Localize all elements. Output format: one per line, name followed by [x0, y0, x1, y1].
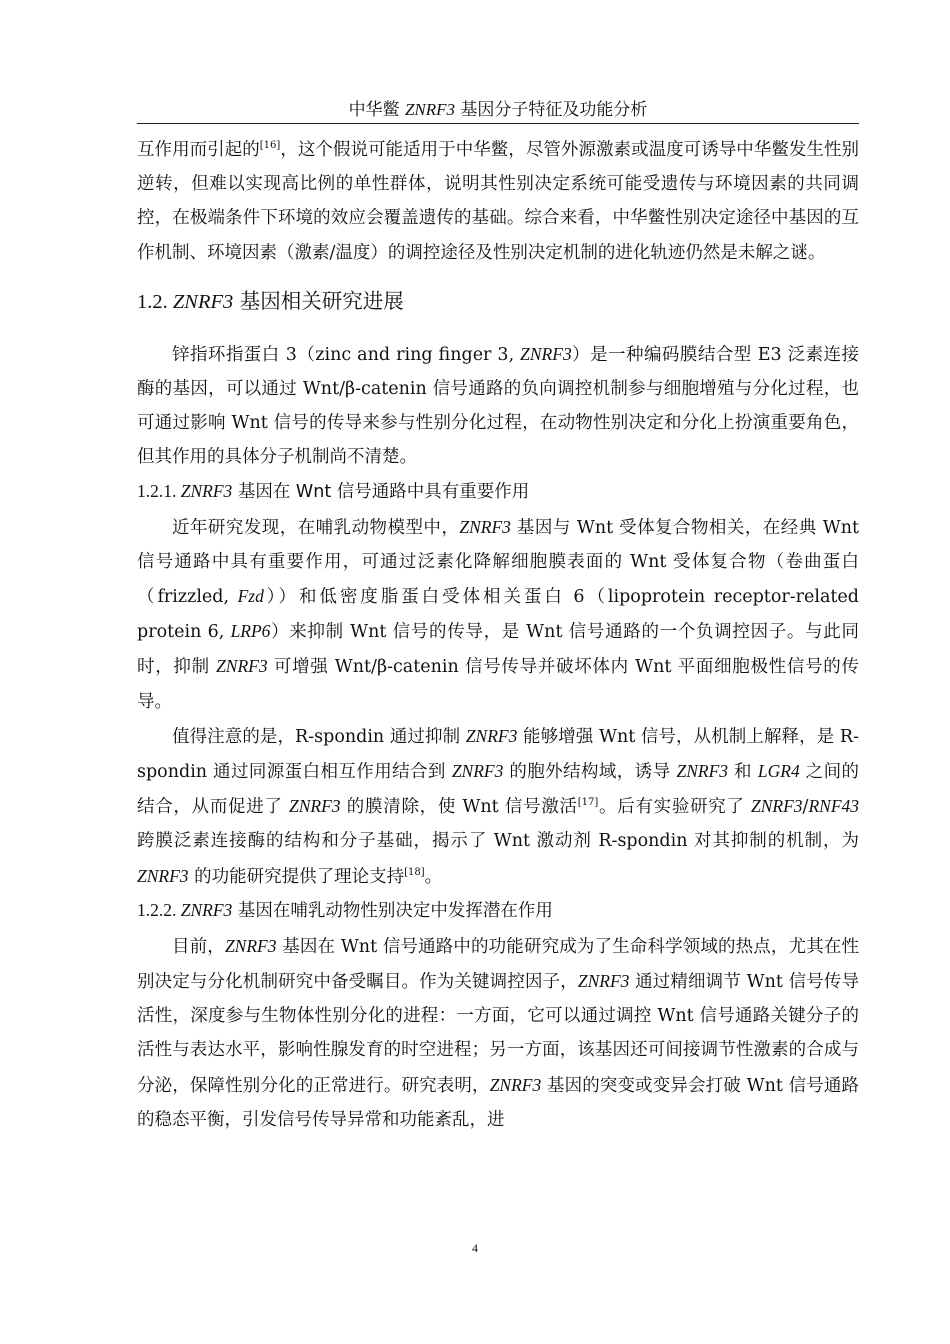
- section-number: 1.2.: [137, 290, 173, 313]
- gene-name: ZNRF3: [459, 516, 511, 537]
- text-run: 基因的突变或变异会打破 Wnt 信号通路的稳态平衡，引发信号传导异常和功能紊乱，进: [137, 1075, 859, 1130]
- paragraph-1-2-2: [137, 929, 859, 1137]
- text-run: 锌指环指蛋白 3（zinc and ring finger 3,: [172, 344, 521, 365]
- gene-name: LRP6: [230, 621, 271, 642]
- section-heading-1-2-1: [137, 476, 859, 507]
- page-number: 4: [472, 1241, 478, 1255]
- header-title-post: 基因分子特征及功能分析: [455, 100, 648, 120]
- header-gene-name: ZNRF3: [404, 100, 456, 119]
- text-run: 的膜清除，使 Wnt 信号激活: [340, 797, 578, 818]
- text-run: 近年研究发现，在哺乳动物模型中，: [172, 517, 460, 538]
- header-rule: [137, 123, 859, 124]
- text-run: ，这个假说可能适用于中华鳖，尽管外源激素或温度可诱导中华鳖发生性别逆转，但难以实现高比例的单性群体，说明其性别决定系统可能受遗传与环境因素的共同调控，在极端条件下环境的效应会覆盖遗传的基础。综合来看，中华鳖性别决定途径中基因的互作机制、环境因素（激素/温度）的调控途径及性别决定机制的进化轨迹仍然是未解之谜。: [137, 140, 860, 263]
- section-heading-1-2: [137, 286, 859, 317]
- text-run: 值得注意的是，R-spondin 通过抑制: [172, 726, 466, 747]
- gene-name: ZNRF3: [180, 899, 233, 920]
- text-run: 可增强 Wnt/β-catenin 信号传导并破坏体内 Wnt 平面细胞极性信号的传导。: [137, 657, 859, 712]
- text-run: 的功能研究提供了理论支持: [188, 866, 405, 887]
- gene-name: ZNRF3: [520, 343, 572, 364]
- gene-name: ZNRF3: [577, 971, 630, 992]
- section-heading-1-2-2: [137, 895, 859, 926]
- gene-name: ZNRF3: [172, 290, 234, 313]
- gene-name: RNF43: [808, 796, 860, 817]
- gene-name: Fzd: [237, 586, 264, 607]
- gene-name: ZNRF3: [465, 725, 518, 746]
- gene-name: ZNRF3: [216, 656, 268, 677]
- text-run: 基因在 Wnt 信号通路中的功能研究成为了生命科学领域的热点，尤其在性别决定与分化机制研究中备受瞩目。作为关键调控因子，: [137, 936, 860, 993]
- text-run: ）来抑制 Wnt 信号的传导，是 Wnt 信号通路的一个负调控因子。与此同时，抑制: [137, 622, 859, 678]
- gene-name: ZNRF3: [288, 796, 341, 817]
- text-run: 基因与 Wnt 受体复合物相关，在经典 Wnt 信号通路中具有重要作用，可通过泛素化降解细胞膜表面的 Wnt 受体复合物（卷曲蛋白（frizzled,: [137, 517, 860, 608]
- text-run: /: [802, 797, 809, 818]
- paragraph-1-2-1-b: [137, 719, 859, 894]
- page-body: [137, 133, 859, 1137]
- gene-name: LGR4: [757, 761, 800, 782]
- citation-17: [17]: [577, 797, 599, 809]
- citation-16: [16]: [259, 140, 281, 151]
- text-run: 和: [728, 762, 758, 783]
- gene-name: ZNRF3: [489, 1074, 542, 1095]
- section-number: 1.2.1.: [137, 480, 181, 501]
- text-run: ）是一种编码膜结合型 E3 泛素连接酶的基因，可以通过 Wnt/β-catenin 信号通路的负向调控机制参与细胞增殖与分化过程，也可通过影响 Wnt 信号的传导来参与性别分化过程，在动物性别决定和分化上扮演重要角色，但其作用的具体分子机制尚不清楚。: [137, 344, 859, 468]
- section-title: 基因在哺乳动物性别决定中发挥潜在作用: [232, 900, 553, 921]
- gene-name: ZNRF3: [224, 935, 277, 956]
- gene-name: ZNRF3: [137, 865, 189, 886]
- gene-name: ZNRF3: [180, 480, 233, 501]
- gene-name: ZNRF3: [451, 761, 504, 782]
- running-header: [137, 99, 859, 121]
- section-number: 1.2.2.: [137, 899, 181, 920]
- paragraph-1-2-1-a: [137, 510, 859, 719]
- text-run: 能够增强 Wnt 信号，从机制上解释，是 R-spondin 通过同源蛋白相互作用结合到: [137, 726, 859, 783]
- text-run: 。: [424, 866, 443, 887]
- paragraph-intro: [137, 133, 859, 270]
- gene-name: ZNRF3: [676, 761, 729, 782]
- header-title-pre: 中华鳖: [348, 100, 405, 120]
- text-run: 互作用而引起的: [137, 140, 260, 160]
- gene-name: ZNRF3: [751, 796, 803, 817]
- section-title: 基因在 Wnt 信号通路中具有重要作用: [232, 481, 530, 502]
- text-run: 目前，: [172, 936, 225, 957]
- section-title: 基因相关研究进展: [233, 288, 404, 313]
- citation-18: [18]: [404, 866, 425, 878]
- text-run: 的胞外结构域，诱导: [503, 762, 677, 783]
- text-run: 。后有实验研究了: [598, 797, 751, 818]
- text-run: ））和低密度脂蛋白受体相关蛋白 6（lipoprotein receptor-related protein 6,: [137, 587, 859, 643]
- text-run: 通过精细调节 Wnt 信号传导活性，深度参与生物体性别分化的进程：一方面，它可以通过调控 Wnt 信号通路关键分子的活性与表达水平，影响性腺发育的时空进程；另一方面，该基因还可间接调节性激素的合成与分泌，保障性别分化的正常进行。研究表明，: [137, 972, 859, 1096]
- text-run: 之间的结合，从而促进了: [137, 762, 859, 818]
- paragraph-1-2: [137, 337, 859, 475]
- text-run: 跨膜泛素连接酶的结构和分子基础，揭示了 Wnt 激动剂 R-spondin 对其抑制的机制，为: [137, 831, 859, 852]
